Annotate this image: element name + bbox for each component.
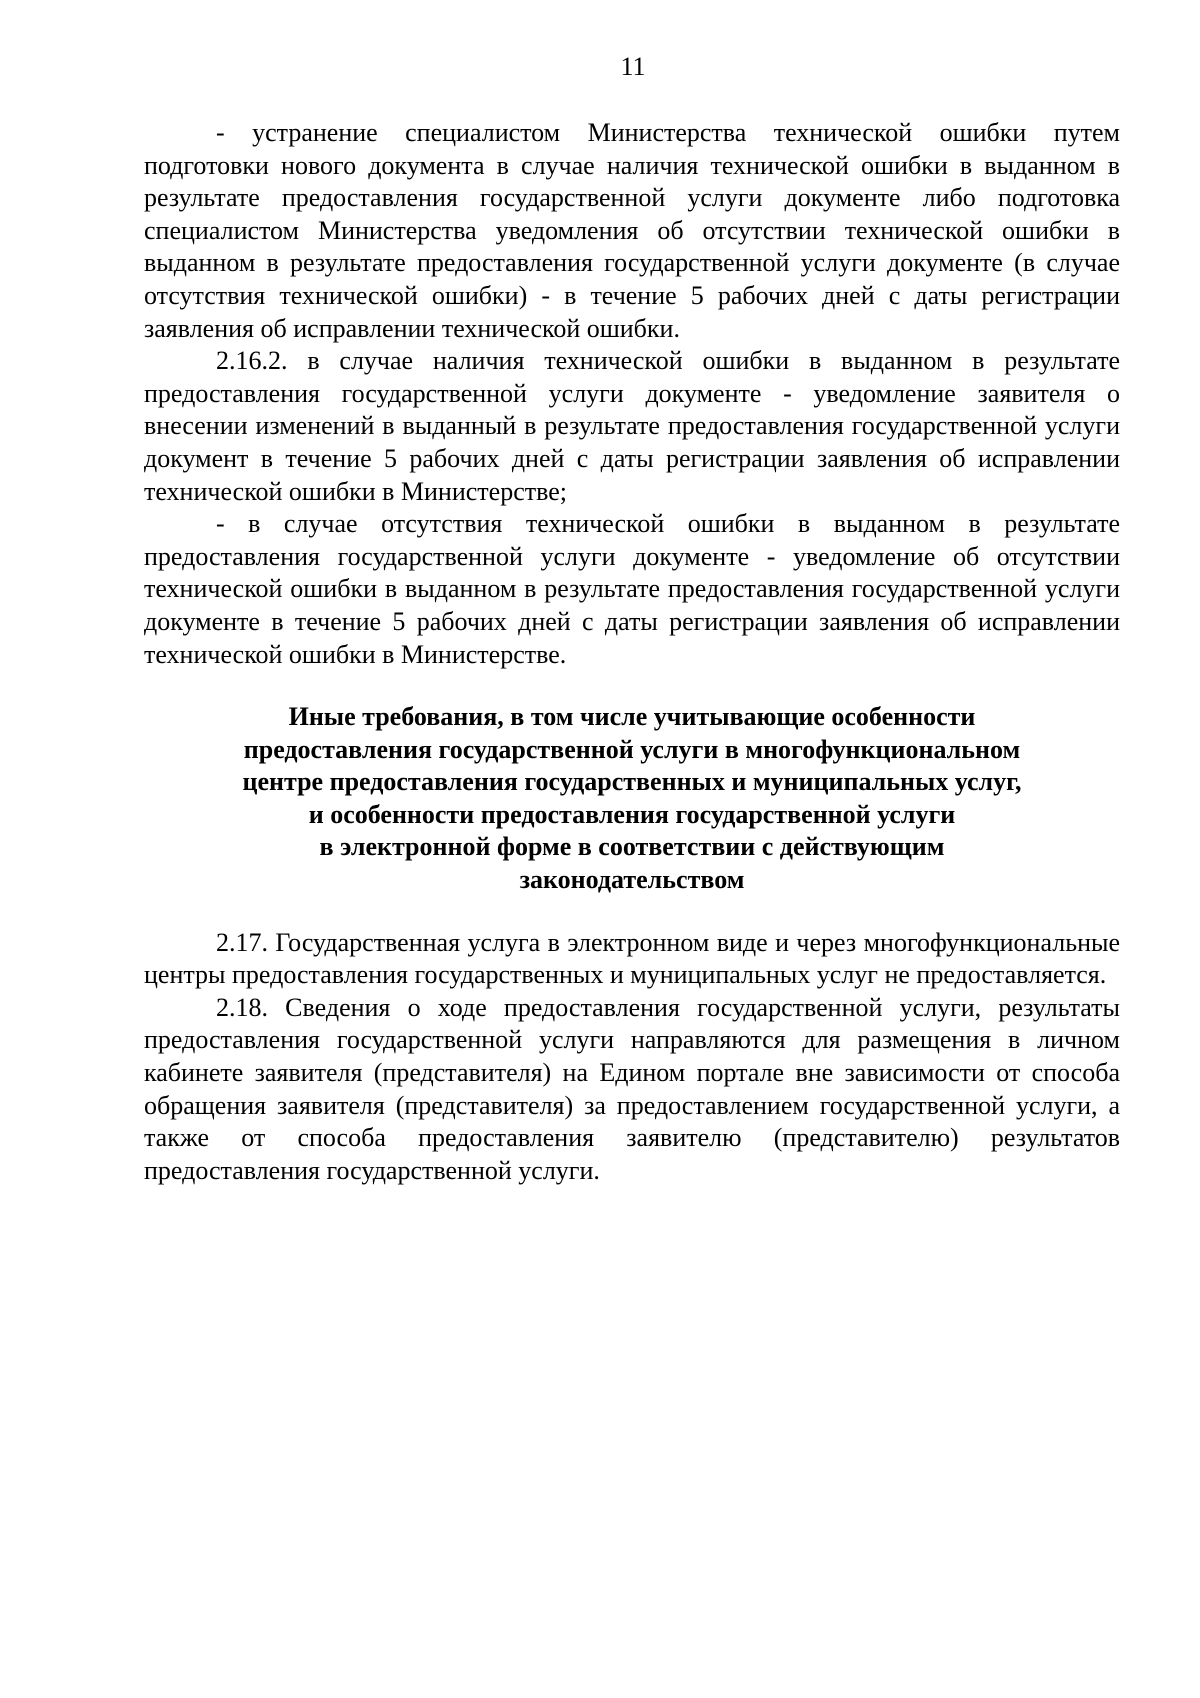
paragraph-2-16-2: 2.16.2. в случае наличия технической ошибки в выданном в результате предоставления государственной услуги документе - уведомление заявителя о внесении изменений в выданный в результате предоставления государственной услуги документ в течение 5 рабочих дней с даты регистрации заявления об исправлении технической ошибки в Министерстве;	[144, 346, 1120, 506]
paragraph-technical-error-fix: - устранение специалистом Министерства технической ошибки путем подготовки нового документа в случае наличия технической ошибки в выданном в результате предоставления государственной услуги документе либо подготовка специалистом Министерства уведомления об отсутствии технической ошибки в выданном в результате предоставления государственной услуги документе (в случае отсутствия технической ошибки) - в течение 5 рабочих дней с даты регистрации заявления об исправлении технической ошибки.	[144, 118, 1120, 343]
paragraph-no-technical-error: - в случае отсутствия технической ошибки в выданном в результате предоставления государственной услуги документе - уведомление об отсутствии технической ошибки в выданном в результате предоставления государственной услуги документе в течение 5 рабочих дней с даты регистрации заявления об исправлении технической ошибки в Министерстве.	[144, 509, 1120, 669]
heading-line: в электронной форме в соответствии с действующим	[319, 832, 945, 862]
heading-line: законодательством	[519, 865, 745, 895]
heading-line: предоставления государственной услуги в многофункциональном	[243, 734, 1021, 764]
paragraph-2-18: 2.18. Сведения о ходе предоставления государственной услуги, результаты предоставления государственной услуги направляются для размещения в личном кабинете заявителя (представителя) на Едином портале вне зависимости от способа обращения заявителя (представителя) за предоставлением государственной услуги, а также от способа предоставления заявителю (представителю) результатов предоставления государственной услуги.	[144, 992, 1120, 1185]
paragraph-2-17: 2.17. Государственная услуга в электронном виде и через многофункциональные центры предоставления государственных и муниципальных услуг не предоставляется.	[144, 927, 1120, 990]
document-body	[144, 117, 1120, 1187]
heading-line: и особенности предоставления государственной услуги	[308, 799, 956, 829]
page-number: 11	[620, 52, 646, 81]
heading-line: Иные требования, в том числе учитывающие особенности	[288, 702, 976, 732]
spacer	[144, 897, 1120, 927]
heading-line: центре предоставления государственных и муниципальных услуг,	[242, 767, 1022, 797]
section-heading	[144, 701, 1120, 897]
